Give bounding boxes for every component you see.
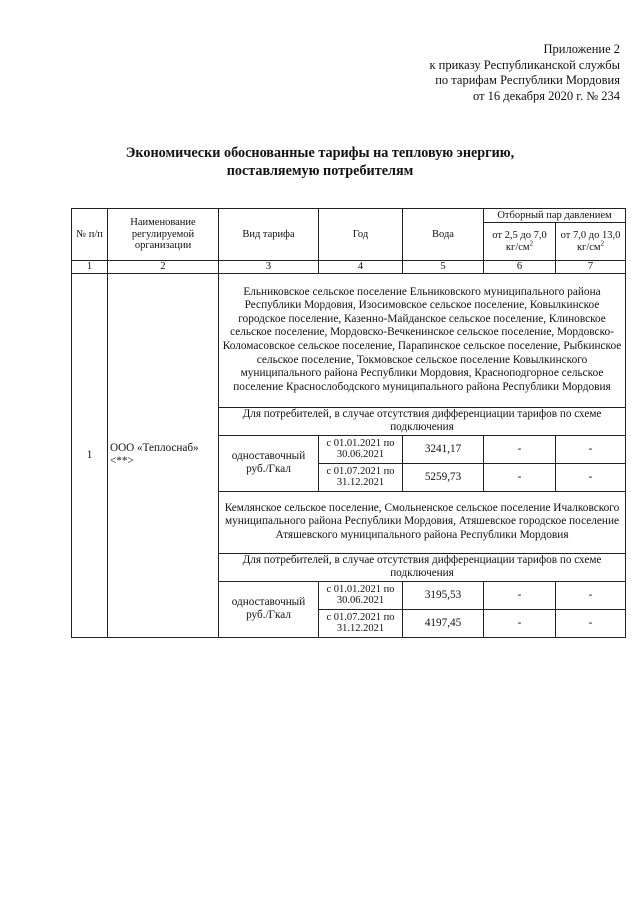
header-line: Приложение 2 [543,42,620,56]
header-steam-low: от 2,5 до 7,0 $кг/см^2$ [484,223,556,261]
column-number: 5 [403,261,484,274]
column-number: 2 [108,261,219,274]
steam-low-value: - [484,463,556,491]
period-cell: с 01.07.2021 по 31.12.2021 [319,609,403,637]
area-description: Ельниковское сельское поселение Ельниковского муниципального района Республики Мордовия, Изосимовское сельское поселение, Ковылкинское городское поселение, Казенно-Майданское сельское поселение, Клиновское сельское поселение, Мордовско-Вечкенинское сельское поселение, Мордовско-Коломасовское сельское поселение, Парапинское сельское поселение, Рыбкинское сельское поселение, Токмовское сельское поселение Ковылкинского муниципального района Республики Мордовия, Краснoподгорное сельское поселение Краснослободского муниципального района Республики Мордовия [219,273,626,407]
header-steam: Отборный пар давлением [484,209,626,223]
steam-low-value: - [484,581,556,609]
column-number: 3 [219,261,319,274]
steam-high-value: - [556,435,626,463]
row-num: 1 [72,273,108,637]
header-tariff-type: Вид тарифа [219,209,319,261]
period-cell: с 01.01.2021 по 30.06.2021 [319,435,403,463]
period-cell: с 01.07.2021 по 31.12.2021 [319,463,403,491]
water-value: 5259,73 [403,463,484,491]
org-name: ООО «Теплоснаб» <**> [108,273,219,637]
steam-low-value: - [484,609,556,637]
consumers-label: Для потребителей, в случае отсутствия дифференциации тарифов по схеме подключения [219,553,626,581]
column-number: 7 [556,261,626,274]
consumers-label: Для потребителей, в случае отсутствия дифференциации тарифов по схеме подключения [219,407,626,435]
column-number: 1 [72,261,108,274]
column-number: 4 [319,261,403,274]
steam-high-value: - [556,463,626,491]
header-org: Наименование регулируемой организации [108,209,219,261]
header-line: по тарифам Республики Мордовия [435,73,620,87]
header-line: к приказу Республиканской службы [429,57,620,72]
tariff-type: одноставочный руб./Гкал [219,435,319,491]
steam-high-value: - [556,609,626,637]
steam-low-value: - [484,435,556,463]
water-value: 4197,45 [403,609,484,637]
header-line: от 16 декабря 2020 г. № 234 [472,88,620,103]
table-row [72,273,626,407]
document-title [0,144,640,180]
steam-high-value: - [556,581,626,609]
title-line: Экономически обоснованные тарифы на тепловую энергию, [125,145,515,161]
header-steam-high: от 7,0 до 13,0 $кг/см^2$ [556,223,626,261]
tariff-table [71,208,626,638]
tariff-type: одноставочный руб./Гкал [219,581,319,637]
water-value: 3195,53 [403,581,484,609]
column-number: 6 [484,261,556,274]
period-cell: с 01.01.2021 по 30.06.2021 [319,581,403,609]
column-numbers-row [72,261,626,274]
title-line: поставляемую потребителям [226,163,414,179]
document-header [429,42,620,104]
header-water: Вода [403,209,484,261]
water-value: 3241,17 [403,435,484,463]
header-num: № п/п [72,209,108,261]
header-year: Год [319,209,403,261]
area-description: Кемлянское сельское поселение, Смольненское сельское поселение Ичалковского муниципального района Республики Мордовия, Атяшевское городское поселение Атяшевского муниципального района Республики Мордовия [219,491,626,553]
table-header-row [72,209,626,223]
